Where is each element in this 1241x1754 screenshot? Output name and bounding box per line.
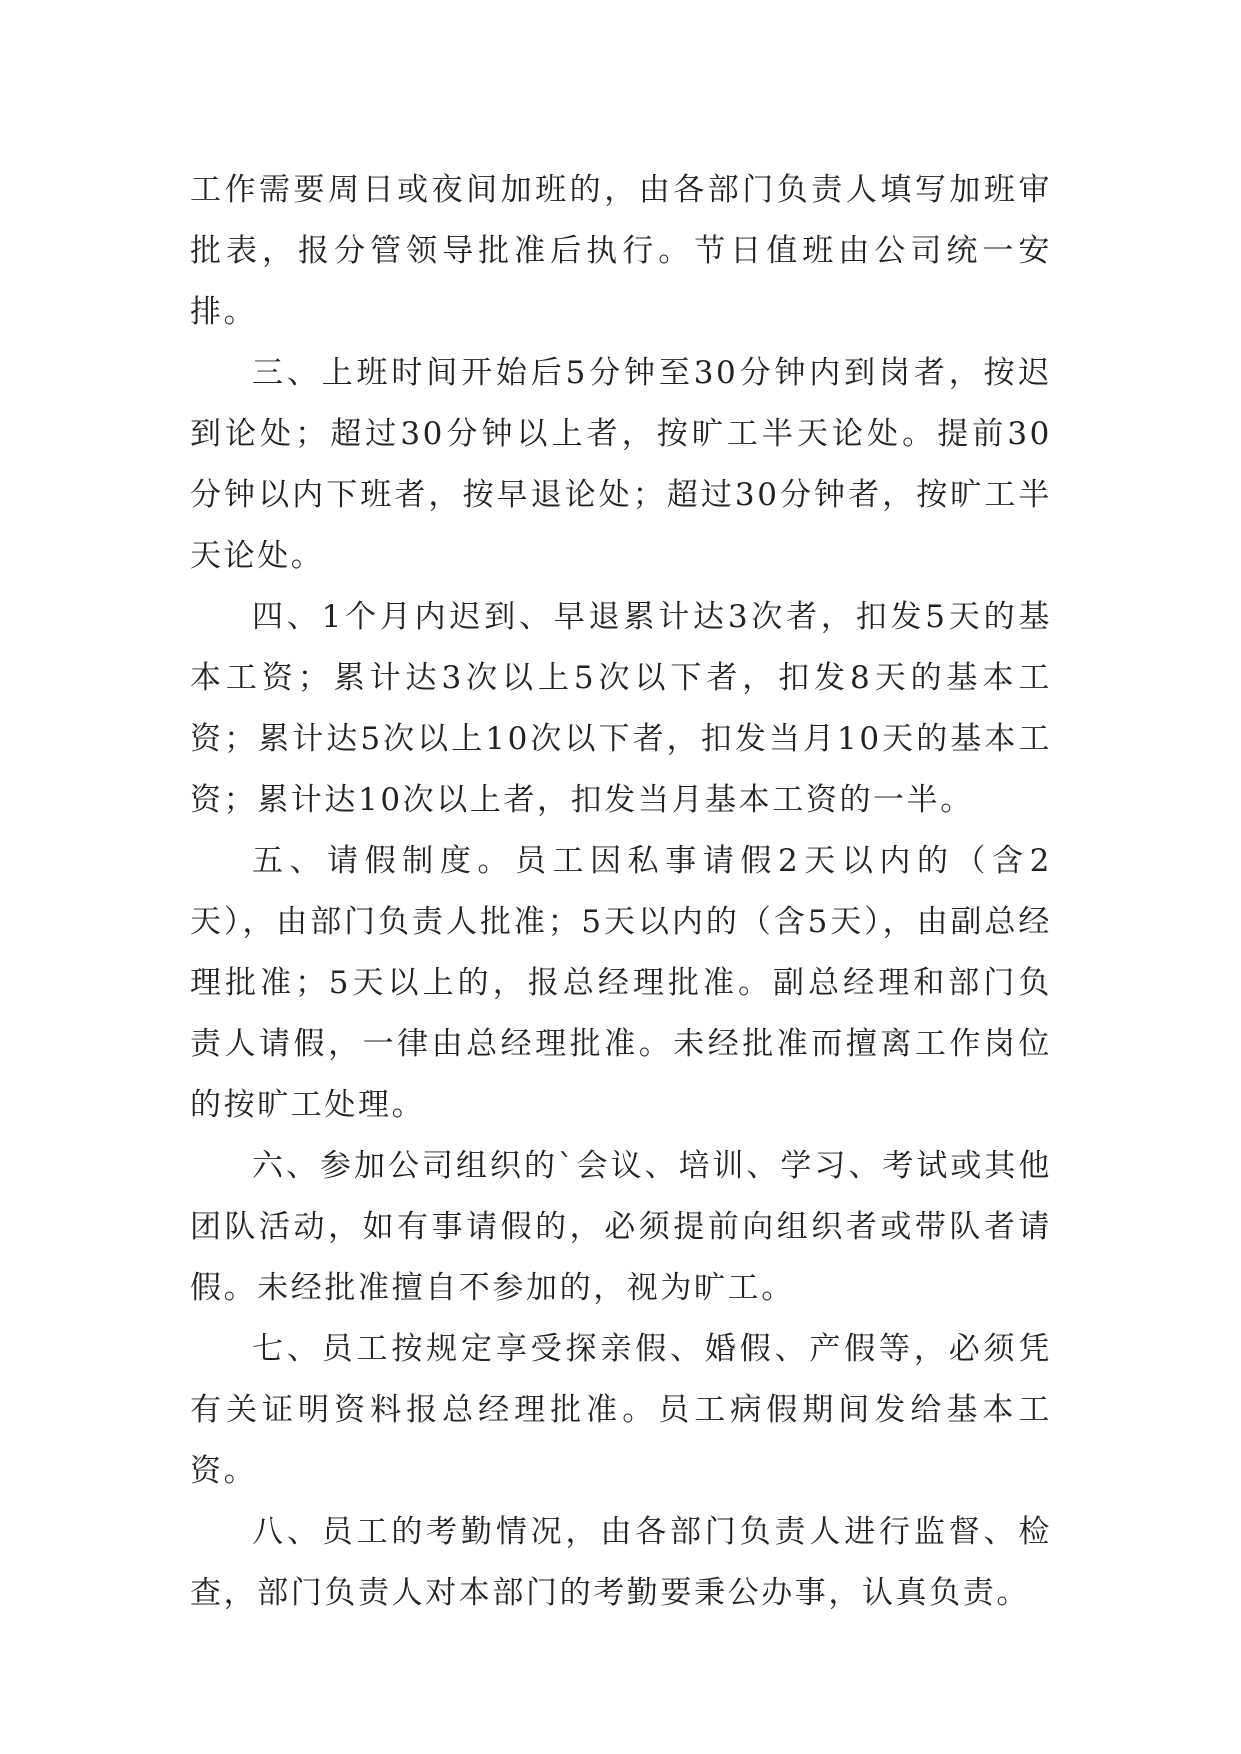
paragraph-7-statutory-leave: 七、员工按规定享受探亲假、婚假、产假等，必须凭有关证明资料报总经理批准。员工病假期间发给基本工资。 [190,1331,1052,1489]
paragraph-3-late-arrival: 三、上班时间开始后5分钟至30分钟内到岗者，按迟到论处；超过30分钟以上者，按旷工半天论处。提前30分钟以内下班者，按早退论处；超过30分钟者，按旷工半天论处。 [190,355,1052,574]
paragraph-4-deductions: 四、1个月内迟到、早退累计达3次者，扣发5天的基本工资；累计达3次以上5次以下者，扣发8天的基本工资；累计达5次以上10次以下者，扣发当月10天的基本工资；累计达10次以上者，扣发当月基本工资的一半。 [190,599,1052,818]
document-body [190,160,1052,1624]
paragraph-6-activities: 六、参加公司组织的`会议、培训、学习、考试或其他团队活动，如有事请假的，必须提前向组织者或带队者请假。未经批准擅自不参加的，视为旷工。 [190,1148,1052,1306]
paragraph-5-leave-policy: 五、请假制度。员工因私事请假2天以内的（含2天），由部门负责人批准；5天以内的（含5天），由副总经理批准；5天以上的，报总经理批准。副总经理和部门负责人请假，一律由总经理批准。未经批准而擅离工作岗位的按旷工处理。 [190,843,1052,1123]
paragraph-8-supervision: 八、员工的考勤情况，由各部门负责人进行监督、检查，部门负责人对本部门的考勤要秉公办事，认真负责。 [190,1514,1052,1611]
paragraph-overtime: 工作需要周日或夜间加班的，由各部门负责人填写加班审批表，报分管领导批准后执行。节日值班由公司统一安排。 [190,172,1052,330]
